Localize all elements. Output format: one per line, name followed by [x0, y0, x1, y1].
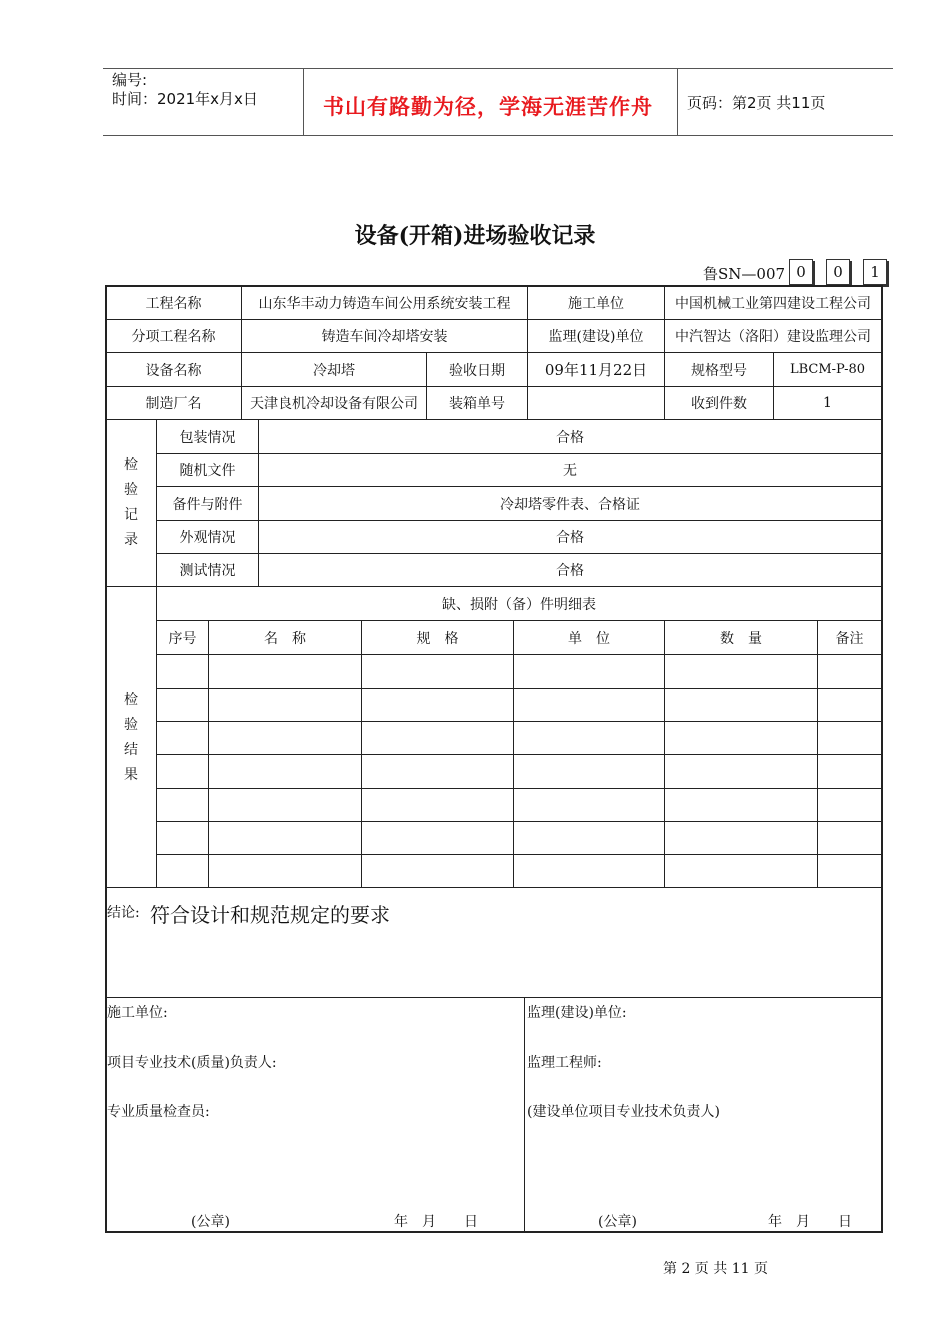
spare-parts-label: 备件与附件 [172, 496, 243, 513]
equipment-label: 设备名称 [145, 362, 202, 379]
section-label-char: 检 [124, 457, 138, 473]
section-label-char: 记 [124, 507, 138, 523]
column-header-unit: 单 位 [568, 630, 610, 647]
header-top-rule [103, 68, 893, 69]
owner-tech-lead-signature-label: (建设单位项目专业技术负责人) [527, 1104, 720, 1120]
header-number-label: 编号: [112, 71, 148, 89]
project-name-label: 工程名称 [145, 295, 202, 312]
inspection-record-section-label [121, 453, 141, 553]
grid-line [524, 997, 525, 1233]
supervisor-label: 监理(建设)单位 [548, 329, 644, 345]
grid-line [156, 821, 883, 822]
form-code-digit: 0 [826, 259, 850, 285]
manufacturer-value: 天津良机冷却设备有限公司 [250, 396, 418, 412]
section-label-char: 验 [124, 717, 138, 733]
accept-date-value: 09年11月22日 [544, 361, 648, 379]
table-border [881, 285, 883, 1233]
column-header-index: 序号 [168, 630, 197, 647]
contractor-value: 中国机械工业第四建设工程公司 [675, 295, 871, 312]
quality-inspector-signature-label: 专业质量检查员: [107, 1104, 210, 1120]
contractor-signature-label: 施工单位: [107, 1005, 168, 1021]
grid-line [156, 721, 883, 722]
tech-lead-signature-label: 项目专业技术(质量)负责人: [107, 1055, 277, 1071]
header-bottom-rule [103, 135, 893, 136]
form-code-label: 鲁SN—007 [703, 265, 786, 283]
supervisor-signature-label: 监理(建设)单位: [527, 1005, 627, 1021]
project-name-value: 山东华丰动力铸造车间公用系统安装工程 [258, 295, 511, 312]
grid-line [156, 654, 883, 655]
received-count-label: 收到件数 [691, 396, 747, 412]
grid-line [361, 620, 362, 887]
grid-line [156, 854, 883, 855]
missing-parts-table-title: 缺、损附（备）件明细表 [442, 596, 596, 613]
page-title: 设备(开箱)进场验收记录 [354, 223, 596, 249]
page-footer: 第 2 页 共 11 页 [663, 1261, 768, 1277]
documents-label: 随机文件 [179, 463, 236, 479]
section-label-char: 录 [124, 532, 138, 548]
header-page-label: 页码：第2页 共11页 [687, 94, 826, 112]
grid-line [156, 754, 883, 755]
supervisor-date-label: 年 月 日 [768, 1214, 852, 1230]
test-label: 测试情况 [179, 563, 236, 579]
contractor-seal-label: (公章) [191, 1214, 230, 1230]
appearance-label: 外观情况 [179, 530, 236, 546]
appearance-value: 合格 [556, 530, 584, 546]
packing-condition-value: 合格 [556, 429, 584, 446]
grid-line [208, 620, 209, 887]
received-count-value: 1 [823, 395, 832, 411]
table-border [105, 285, 107, 1233]
grid-line [105, 887, 883, 888]
section-label-char: 检 [124, 692, 138, 708]
grid-line [156, 788, 883, 789]
packing-condition-label: 包装情况 [179, 429, 236, 446]
model-value: LBCM-P-80 [789, 362, 866, 377]
header-divider [677, 69, 678, 136]
grid-line [513, 620, 514, 887]
grid-line [817, 620, 818, 887]
grid-line [105, 997, 883, 998]
section-label-char: 验 [124, 482, 138, 498]
column-header-quantity: 数 量 [720, 630, 762, 647]
form-code-digit: 0 [789, 259, 813, 285]
packing-no-label: 装箱单号 [449, 396, 505, 412]
supervisor-seal-label: (公章) [598, 1214, 637, 1230]
sub-project-label: 分项工程名称 [131, 329, 216, 345]
spare-parts-value: 冷却塔零件表、合格证 [500, 496, 640, 513]
equipment-value: 冷却塔 [313, 362, 355, 379]
header-divider [303, 69, 304, 136]
test-value: 合格 [556, 563, 584, 579]
accept-date-label: 验收日期 [449, 362, 505, 379]
section-label-char: 结 [124, 742, 138, 758]
contractor-date-label: 年 月 日 [394, 1214, 478, 1230]
supervision-engineer-signature-label: 监理工程师: [527, 1055, 602, 1071]
header-motto: 书山有路勤为径，学海无涯苦作舟 [323, 94, 653, 119]
header-time-label: 时间：2021年x月x日 [112, 90, 258, 108]
conclusion-label: 结论: [107, 905, 140, 921]
packing-no-value [528, 387, 664, 419]
conclusion-text: 符合设计和规范规定的要求 [150, 903, 390, 927]
table-border [105, 1231, 883, 1233]
column-header-name: 名 称 [264, 630, 306, 647]
supervisor-value: 中汽智达（洛阳）建设监理公司 [675, 329, 871, 345]
section-label-char: 果 [124, 767, 138, 783]
grid-line [664, 620, 665, 887]
sub-project-value: 铸造车间冷却塔安装 [321, 329, 448, 345]
form-code-digit: 1 [863, 259, 887, 285]
column-header-spec: 规 格 [416, 630, 459, 647]
grid-line [156, 688, 883, 689]
model-label: 规格型号 [691, 362, 747, 379]
documents-value: 无 [563, 463, 577, 479]
inspection-result-section-label [121, 688, 141, 788]
contractor-label: 施工单位 [568, 295, 624, 312]
column-header-remarks: 备注 [835, 630, 864, 647]
manufacturer-label: 制造厂名 [145, 396, 202, 412]
